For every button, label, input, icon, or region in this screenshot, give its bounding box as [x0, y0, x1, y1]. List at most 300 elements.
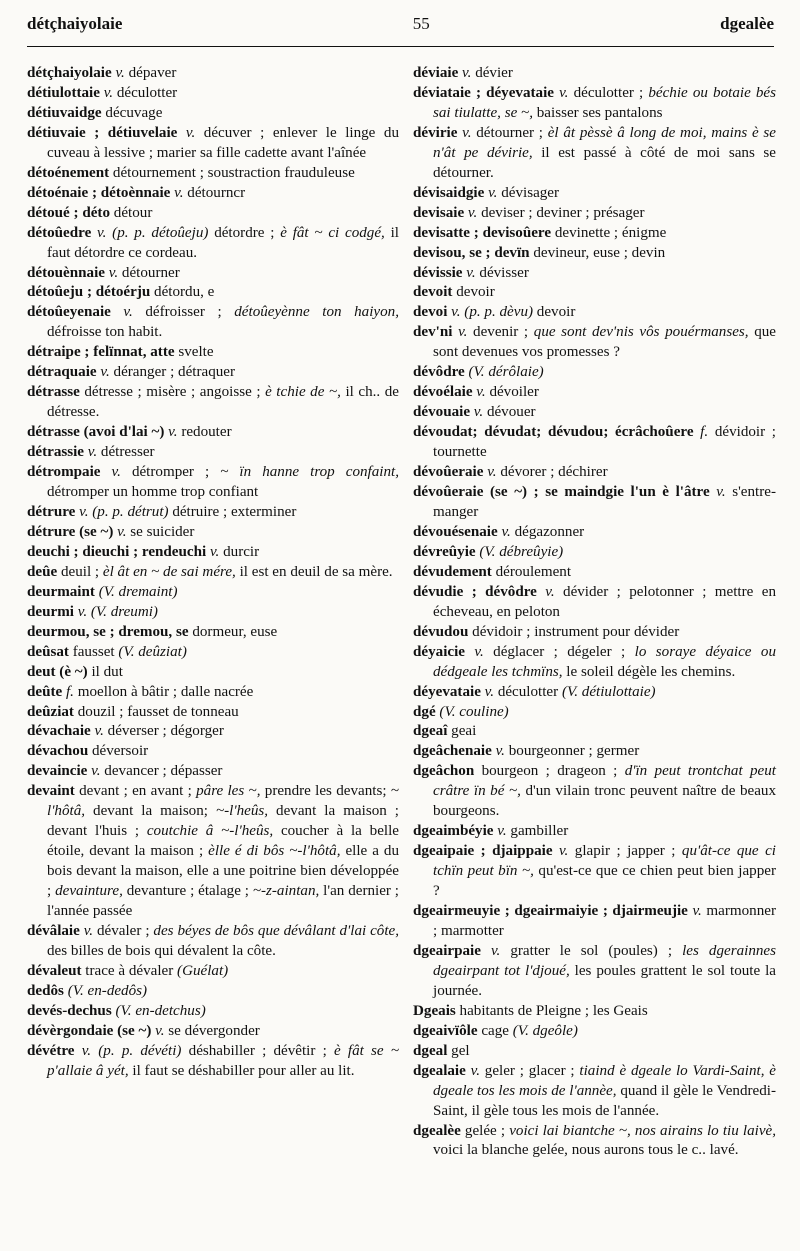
entry-definition: défroisser ;: [145, 304, 235, 321]
entry-italic-text: voici lai biantche ~, nos airains lo tiu laivè,: [509, 1122, 776, 1139]
dictionary-entry: [413, 423, 776, 463]
entry-headword: deûe: [27, 563, 58, 580]
entry-headword: dgeâchon: [413, 763, 475, 780]
entry-headword: dgeaivïôle: [413, 1022, 478, 1039]
entry-definition: dévidoir ; tournette: [433, 424, 776, 461]
entry-italic-text: (V. couline): [435, 703, 509, 720]
entry-definition: bourgeonner ; germer: [508, 743, 640, 760]
entry-definition: devant la maison ; devant l'huis ;: [47, 803, 399, 840]
entry-definition: bourgeon ; drageon ;: [474, 763, 625, 780]
entry-definition: déroulement: [491, 563, 572, 580]
entry-headword: détoûeju ; détoérju: [27, 284, 151, 301]
entry-headword: détoénaie ; détoènnaie: [27, 184, 171, 201]
entry-headword: devisou, se ; devïn: [413, 244, 530, 261]
entry-headword: dévachou: [27, 743, 89, 760]
dictionary-entry: [413, 683, 776, 703]
entry-italic-text: (V. dremaint): [94, 583, 178, 600]
right-column: [413, 64, 776, 1161]
dictionary-entry: [413, 623, 776, 643]
entry-italic-text: v.: [462, 264, 480, 281]
header-rule: [27, 46, 774, 47]
entry-definition: des billes de bois qui dévalent la côte.: [47, 942, 276, 959]
entry-italic-text: è tchie de ~,: [265, 384, 341, 401]
entry-definition: dévier: [475, 65, 513, 81]
entry-italic-text: v.: [709, 484, 733, 501]
entry-italic-text: v. (p. p. détoûeju): [91, 224, 215, 241]
dictionary-entry: [413, 762, 776, 822]
dictionary-entry: [27, 264, 399, 284]
dictionary-entry: [413, 722, 776, 742]
entry-italic-text: v.: [491, 743, 509, 760]
entry-definition: se suicider: [130, 523, 195, 540]
entry-italic-text: v.: [480, 683, 498, 700]
dictionary-entry: [27, 722, 399, 742]
entry-definition: il est passé à côté de moi sans se détourner.: [433, 144, 776, 181]
entry-definition: glapir ; japper ;: [574, 843, 682, 860]
entry-definition: fausset: [68, 643, 119, 660]
entry-definition: s'entre-manger: [433, 484, 777, 520]
dictionary-entry: [27, 383, 399, 423]
entry-italic-text: ~ l'hôtâ,: [47, 783, 399, 820]
entry-headword: devoi: [413, 304, 448, 321]
entry-italic-text: v.: [536, 583, 564, 600]
entry-italic-text: èl ât pèssè â long de moi, mains è se n'ât pe dévirie,: [433, 124, 776, 161]
entry-definition: il faut se déshabiller pour aller au lit.: [128, 1062, 355, 1079]
entry-definition: cage: [477, 1022, 513, 1039]
entry-definition: que sont devenues vos promesses ?: [433, 324, 776, 361]
entry-headword: détoué ; déto: [27, 204, 111, 221]
entry-italic-text: v.: [458, 65, 476, 81]
entry-definition: quand il gèle le Vendredi-Saint, il gèle tous les mois de l'année.: [433, 1082, 776, 1119]
entry-headword: devaint: [27, 783, 75, 800]
entry-definition: détourncr: [187, 184, 246, 201]
entry-headword: devaincie: [27, 763, 88, 780]
entry-definition: devoir: [452, 284, 495, 301]
entry-headword: dévoélaie: [413, 384, 473, 401]
entry-definition: devoir: [536, 304, 576, 321]
entry-italic-text: v.: [484, 184, 502, 201]
entry-definition: dévisser: [479, 264, 529, 281]
entry-headword: dévétre: [27, 1042, 75, 1059]
entry-italic-text: v.: [151, 1022, 169, 1039]
entry-italic-text: èlle é di bôs ~-l'hôtâ,: [208, 843, 341, 860]
entry-definition: trace à dévaler: [81, 962, 178, 979]
dictionary-entry: [413, 184, 776, 204]
entry-definition: moellon à bâtir ; dalle nacrée: [77, 683, 254, 700]
dictionary-entry: [413, 303, 776, 323]
dictionary-entry: [413, 902, 776, 942]
entry-headword: dévaleut: [27, 962, 82, 979]
dictionary-entry: [27, 1002, 399, 1022]
dictionary-entry: [413, 643, 776, 683]
entry-definition: dévaler ;: [97, 922, 154, 939]
entry-headword: dévachaie: [27, 723, 91, 740]
entry-italic-text: (V. en-detchus): [111, 1002, 206, 1019]
entry-italic-text: v.: [457, 124, 477, 141]
dictionary-entry: [27, 84, 399, 104]
entry-definition: devenir ;: [473, 324, 534, 341]
entry-definition: dégazonner: [514, 523, 585, 540]
entry-definition: détresse ; misère ; angoisse ;: [79, 384, 266, 401]
header-last-word: dgealèe: [720, 14, 774, 33]
dictionary-entry: [27, 782, 399, 922]
entry-headword: dedôs: [27, 982, 64, 999]
entry-definition: détresser: [100, 444, 155, 461]
entry-headword: dévudement: [413, 563, 492, 580]
dictionary-entry: [27, 603, 399, 623]
entry-definition: déculotter: [497, 683, 562, 700]
entry-headword: devisatte ; devisoûere: [413, 224, 552, 241]
entry-headword: détiuvaidge: [27, 104, 102, 121]
entry-italic-text: v.: [113, 523, 131, 540]
entry-definition: dévisager: [501, 184, 560, 201]
entry-italic-text: des béyes de bôs que dévâlant d'lai côte,: [153, 922, 400, 939]
entry-italic-text: v. (p. p. dèvu): [447, 304, 537, 321]
entry-headword: dévèrgondaie (se ~): [27, 1022, 152, 1039]
entry-definition: svelte: [174, 344, 214, 361]
entry-headword: détoûeyenaie: [27, 304, 111, 321]
entry-headword: détiuvaie ; détiuvelaie: [27, 124, 178, 141]
entry-headword: dévisaidgie: [413, 184, 485, 201]
entry-headword: dévoûeraie (se ~) ; se maindgie l'un è l'âtre: [413, 484, 710, 501]
dictionary-entry: [413, 204, 776, 224]
dictionary-entry: [413, 742, 776, 762]
dictionary-entry: [27, 762, 399, 782]
dictionary-entry: [413, 224, 776, 244]
entry-italic-text: (V. en-dedôs): [63, 982, 148, 999]
entry-italic-text: v.: [464, 204, 482, 221]
entry-headword: deuchi ; dieuchi ; rendeuchi: [27, 543, 207, 560]
dictionary-entry: [413, 483, 776, 523]
entry-definition: habitants de Pleigne ; les Geais: [455, 1002, 648, 1019]
entry-headword: deûte: [27, 683, 63, 700]
entry-headword: devoit: [413, 284, 453, 301]
entry-definition: gratter le sol (poules) ;: [510, 942, 683, 959]
page-header: [27, 14, 774, 44]
entry-italic-text: v.: [170, 184, 188, 201]
entry-italic-text: èl ât en ~ de sai mére,: [102, 563, 236, 580]
entry-italic-text: v.: [90, 723, 108, 740]
dictionary-entry: [27, 224, 399, 264]
dictionary-entry: [413, 1042, 776, 1062]
entry-headword: détiulottaie: [27, 84, 100, 101]
entry-italic-text: les dgerainnes dgeairpant tot l'djoué,: [433, 942, 776, 979]
entry-italic-text: v.: [84, 444, 101, 461]
entry-definition: les poules grattent le sol toute la journée.: [433, 962, 776, 999]
entry-italic-text: v.: [206, 543, 224, 560]
entry-headword: devés-dechus: [27, 1002, 112, 1019]
entry-headword: dévâlaie: [27, 922, 80, 939]
entry-headword: détoénement: [27, 164, 110, 181]
entry-italic-text: f.: [62, 683, 78, 700]
entry-italic-text: (V. détiulottaie): [561, 683, 656, 700]
entry-headword: détouènnaie: [27, 264, 105, 281]
entry-headword: dévôdre: [413, 364, 465, 381]
entry-definition: détordre ;: [214, 224, 281, 241]
header-first-word: détçhaiyolaie: [27, 14, 123, 33]
dictionary-entry: [27, 742, 399, 762]
entry-italic-text: v.: [687, 903, 707, 920]
entry-headword: dev'ni: [413, 324, 453, 341]
dictionary-entry: [413, 124, 776, 184]
dictionary-entry: [27, 563, 399, 583]
entry-definition: décuver ; enlever le linge du cuveau à lessive ; marier sa fille cadette avant l'aînée: [47, 124, 399, 161]
dictionary-entry: [27, 1022, 399, 1042]
entry-definition: devinette ; énigme: [551, 224, 667, 241]
entry-italic-text: (V. deûziat): [118, 643, 187, 660]
entry-headword: dévreûyie: [413, 543, 476, 560]
entry-italic-text: lo soraye déyaice ou dédgeale les tchmïns,: [433, 643, 776, 680]
entry-italic-text: v.: [452, 324, 474, 341]
entry-headword: détoûedre: [27, 224, 92, 241]
entry-definition: coucher à la belle étoile, devant la maison ;: [47, 823, 399, 860]
entry-italic-text: (V. débreûyie): [475, 543, 564, 560]
entry-definition: dévouer: [486, 404, 536, 421]
entry-italic-text: v. (p. p. dévéti): [74, 1042, 189, 1059]
entry-definition: défroisse ton habit.: [47, 324, 163, 341]
entry-definition: baisser ses pantalons: [532, 104, 663, 121]
entry-headword: dévoudat; dévudat; dévudou; écrâchoûere: [413, 424, 694, 441]
entry-headword: dgealaie: [413, 1062, 466, 1079]
entry-italic-text: tiaind è dgeale lo Vardi-Saint, è dgeale tos les mois de l'annèe,: [433, 1062, 776, 1099]
entry-definition: l'an dernier ; l'année passée: [47, 883, 400, 920]
entry-definition: il dut: [87, 663, 123, 680]
entry-headword: détrasse: [27, 384, 80, 401]
entry-definition: déversoir: [88, 743, 149, 760]
entry-definition: détordu, e: [150, 284, 215, 301]
entry-headword: dévoûeraie: [413, 464, 484, 481]
entry-italic-text: devainture,: [55, 883, 123, 900]
entry-italic-text: v.: [177, 124, 204, 141]
dictionary-entry: [413, 1122, 776, 1162]
entry-headword: dévudou: [413, 623, 469, 640]
entry-definition: devineur, euse ; devin: [529, 244, 666, 261]
entry-italic-text: v.: [99, 84, 117, 101]
entry-italic-text: v.: [480, 942, 511, 959]
entry-definition: deuil ;: [57, 563, 103, 580]
dictionary-entry: [27, 583, 399, 603]
entry-italic-text: qu'ât-ce que ci tchïn peut bïn ~,: [433, 843, 776, 880]
dictionary-entry: [27, 503, 399, 523]
entry-definition: redouter: [181, 424, 232, 441]
entry-headword: détrompaie: [27, 464, 101, 481]
dictionary-entry: [413, 703, 776, 723]
dictionary-entry: [27, 962, 399, 982]
entry-definition: déculotter: [116, 84, 178, 101]
entry-italic-text: (Guélat): [177, 962, 229, 979]
entry-italic-text: v.: [470, 404, 487, 421]
entry-headword: dgeaimbéyie: [413, 823, 494, 840]
entry-headword: deurmou, se ; dremou, se: [27, 623, 189, 640]
entry-definition: gelée ;: [460, 1122, 510, 1139]
entry-definition: d'un vilain tronc peuvent naître de beaux bourgeons.: [433, 783, 776, 820]
entry-headword: deûsat: [27, 643, 69, 660]
entry-definition: décuvage: [101, 104, 163, 121]
entry-italic-text: v.: [554, 84, 574, 101]
entry-italic-text: ~-l'heûs,: [215, 803, 269, 820]
dictionary-entry: [413, 323, 776, 363]
dictionary-entry: [413, 523, 776, 543]
entry-headword: dgeairmeuyie ; dgeairmaiyie ; djairmeujie: [413, 903, 688, 920]
entry-italic-text: v.: [96, 364, 114, 381]
entry-italic-text: v. (V. dreumi): [73, 603, 158, 620]
entry-italic-text: v.: [105, 264, 122, 281]
entry-definition: gambiller: [510, 823, 569, 840]
entry-headword: dgeâchenaie: [413, 743, 492, 760]
entry-italic-text: que sont dev'nis vôs pouérmanses,: [533, 324, 749, 341]
entry-headword: deurmi: [27, 603, 74, 620]
entry-italic-text: béchie ou botaie bés sai tiulatte, se ~,: [433, 84, 776, 121]
dictionary-entry: [27, 463, 399, 503]
entry-headword: déviaie: [413, 65, 459, 81]
entry-headword: détçhaiyolaie: [27, 65, 112, 81]
dictionary-entry: [27, 184, 399, 204]
dictionary-entry: [27, 164, 399, 184]
entry-italic-text: v.: [497, 523, 515, 540]
entry-italic-text: v. (p. p. détrut): [75, 503, 173, 520]
dictionary-entry: [413, 543, 776, 563]
dictionary-entry: [413, 822, 776, 842]
entry-headword: dévouaie: [413, 404, 471, 421]
entry-definition: détruire ; exterminer: [172, 503, 297, 520]
entry-headword: dévudie ; dévôdre: [413, 583, 537, 600]
dictionary-entry: [27, 443, 399, 463]
entry-italic-text: f.: [693, 424, 715, 441]
dictionary-entry: [27, 523, 399, 543]
dictionary-entry: [27, 204, 399, 224]
entry-definition: détour: [110, 204, 153, 221]
dictionary-entry: [413, 1022, 776, 1042]
entry-headword: dgeal: [413, 1042, 448, 1059]
entry-italic-text: è fât se ~ p'allaie â yét,: [47, 1042, 400, 1079]
dictionary-entry: [413, 264, 776, 284]
entry-italic-text: v.: [164, 424, 182, 441]
entry-italic-text: détoûeyènne ton haiyon,: [234, 304, 399, 321]
entry-definition: se dévergonder: [168, 1022, 260, 1039]
entry-definition: devancer ; dépasser: [104, 763, 223, 780]
entry-headword: dgealèe: [413, 1122, 461, 1139]
entry-italic-text: v.: [464, 643, 494, 660]
entry-definition: dévidoir ; instrument pour dévider: [468, 623, 680, 640]
entry-definition: détromper ;: [131, 464, 221, 481]
entry-definition: déshabiller ; dévêtir ;: [188, 1042, 334, 1059]
dictionary-entry: [27, 683, 399, 703]
entry-headword: dgeairpaie: [413, 942, 481, 959]
entry-headword: détrasse (avoi d'lai ~): [27, 424, 165, 441]
dictionary-entry: [27, 623, 399, 643]
dictionary-entry: [27, 283, 399, 303]
entry-headword: dgeaipaie ; djaippaie: [413, 843, 553, 860]
entry-italic-text: è fât ~ ci codgé,: [280, 224, 385, 241]
dictionary-entry: [413, 583, 776, 623]
entry-definition: le soleil dégèle les chemins.: [562, 663, 736, 680]
entry-headword: dévirie: [413, 124, 458, 141]
dictionary-entry: [27, 543, 399, 563]
entry-italic-text: v.: [465, 1062, 485, 1079]
dictionary-entry: [413, 1002, 776, 1022]
entry-definition: déverser ; dégorger: [107, 723, 224, 740]
entry-headword: détrure (se ~): [27, 523, 114, 540]
entry-definition: détourner: [121, 264, 180, 281]
dictionary-entry: [413, 363, 776, 383]
entry-definition: dévider ; pelotonner ; mettre en écheveau, en peloton: [433, 583, 776, 620]
dictionary-entry: [27, 1042, 399, 1082]
entry-headword: détraquaie: [27, 364, 97, 381]
entry-italic-text: v.: [79, 922, 97, 939]
dictionary-entry: [27, 423, 399, 443]
entry-italic-text: v.: [100, 464, 132, 481]
dictionary-entry: [27, 104, 399, 124]
entry-definition: dormeur, euse: [188, 623, 278, 640]
entry-definition: geai: [447, 723, 477, 740]
dictionary-entry: [413, 283, 776, 303]
entry-headword: détraipe ; felïnnat, atte: [27, 344, 175, 361]
entry-definition: déculotter ;: [573, 84, 649, 101]
entry-definition: dépaver: [128, 65, 177, 81]
dictionary-entry: [413, 244, 776, 264]
dictionary-entry: [27, 64, 399, 84]
entry-definition: détourner ;: [476, 124, 548, 141]
entry-definition: déglacer ; dégeler ;: [493, 643, 635, 660]
dictionary-entry: [27, 922, 399, 962]
entry-headword: Dgeais: [413, 1002, 456, 1019]
dictionary-entry: [413, 64, 776, 84]
entry-italic-text: v.: [472, 384, 490, 401]
entry-definition: il faut détordre ce cordeau.: [47, 224, 399, 261]
entry-headword: deûziat: [27, 703, 74, 720]
dictionary-entry: [27, 703, 399, 723]
entry-definition: il ch.. de détresse.: [47, 384, 399, 421]
entry-definition: devanture ; étalage ;: [122, 883, 253, 900]
dictionary-entry: [413, 842, 776, 902]
entry-italic-text: v.: [87, 763, 105, 780]
entry-headword: déviataie ; déyevataie: [413, 84, 554, 101]
entry-headword: détrassie: [27, 444, 85, 461]
entry-italic-text: pâre les ~,: [196, 783, 261, 800]
entry-headword: deurmaint: [27, 583, 95, 600]
entry-italic-text: v.: [110, 304, 146, 321]
entry-definition: dévorer ; déchirer: [500, 464, 608, 481]
entry-italic-text: ~ ïn hanne trop confaint,: [220, 464, 399, 481]
dictionary-entry: [413, 383, 776, 403]
dictionary-entry: [27, 643, 399, 663]
entry-definition: qu'est-ce que ce chien peut bien japper ?: [433, 863, 776, 900]
entry-definition: durcir: [223, 543, 260, 560]
dictionary-entry: [27, 303, 399, 343]
entry-headword: deut (è ~): [27, 663, 88, 680]
entry-definition: détournement ; soustraction frauduleuse: [109, 164, 355, 181]
dictionary-entry: [413, 563, 776, 583]
entry-definition: voici la blanche gelée, nous aurons tous le c.. lavé.: [433, 1142, 739, 1159]
entry-headword: dévissie: [413, 264, 463, 281]
entry-italic-text: v.: [493, 823, 511, 840]
entry-definition: elle a du bois devant la maison, elle a une poitrine bien développée ;: [47, 843, 399, 900]
entry-italic-text: v.: [483, 464, 501, 481]
entry-definition: déranger ; détraquer: [113, 364, 236, 381]
entry-italic-text: v.: [552, 843, 575, 860]
entry-definition: geler ; glacer ;: [484, 1062, 580, 1079]
entry-definition: dévoiler: [489, 384, 539, 401]
entry-italic-text: ~-z-aintan,: [252, 883, 320, 900]
entry-definition: il est en deuil de sa mère.: [235, 563, 393, 580]
dictionary-entry: [27, 363, 399, 383]
dictionary-entry: [27, 663, 399, 683]
entry-definition: devant ; en avant ;: [74, 783, 197, 800]
entry-italic-text: d'ïn peut trontchat peut crâtre ïn bé ~,: [433, 763, 776, 800]
entry-italic-text: v.: [111, 65, 129, 81]
entry-headword: détrure: [27, 503, 76, 520]
entry-headword: déyaicie: [413, 643, 465, 660]
